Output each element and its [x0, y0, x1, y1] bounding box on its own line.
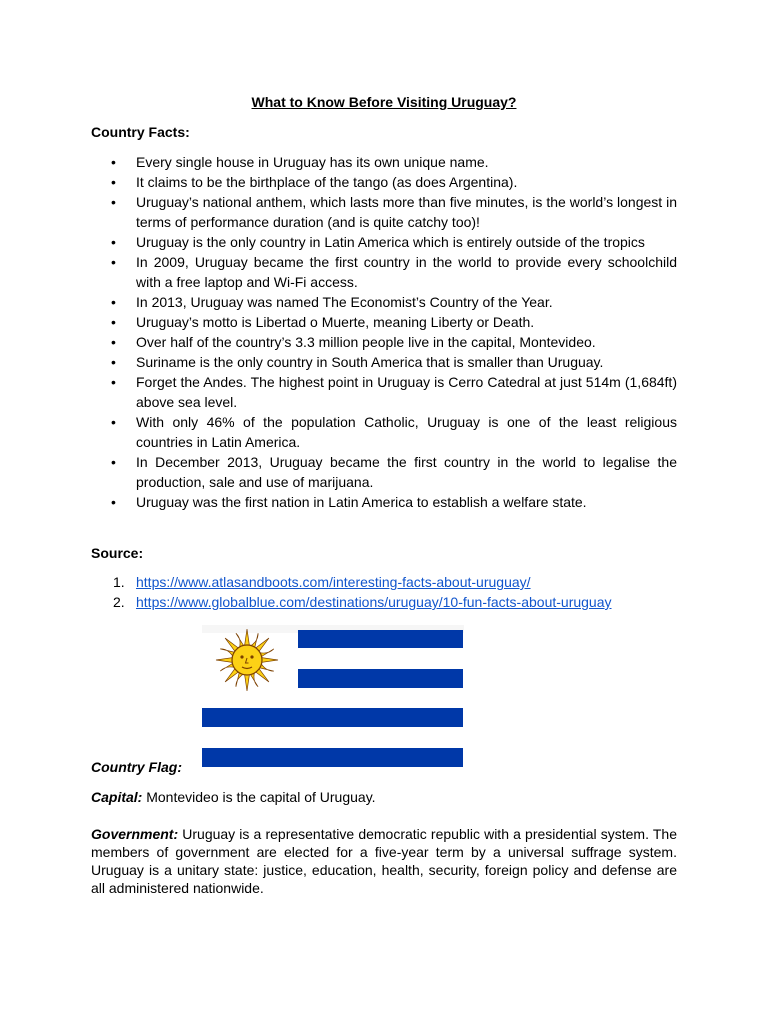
- country-flag-label: Country Flag:: [91, 759, 182, 775]
- source-link-atlasandboots[interactable]: https://www.atlasandboots.com/interesting-facts-about-uruguay/: [136, 574, 531, 590]
- capital-paragraph: [91, 788, 677, 806]
- source-heading: Source:: [91, 545, 144, 561]
- list-item: • In 2009, Uruguay became the first country in the world to provide every schoolchild with a free laptop and Wi-Fi access.: [91, 252, 677, 292]
- document-title: What to Know Before Visiting Uruguay?: [251, 94, 517, 110]
- government-label: Government:: [91, 826, 179, 842]
- sun-of-may-icon: [216, 629, 278, 691]
- list-item: • Suriname is the only country in South America that is smaller than Uruguay.: [91, 352, 677, 372]
- source-number: 1.: [113, 574, 125, 590]
- list-item: • In December 2013, Uruguay became the first country in the world to legalise the production, sale and use of marijuana.: [91, 452, 677, 492]
- government-text: Uruguay is a representative democratic republic with a presidential system. The members of government are elected for a five-year term by a universal suffrage system. Uruguay is a unitary state: justice, education, health, security, foreign policy and defense are all administered nationwide.: [91, 826, 677, 896]
- list-item: • Every single house in Uruguay has its own unique name.: [91, 152, 677, 172]
- source-item: [91, 592, 691, 612]
- source-number: 2.: [113, 594, 125, 610]
- list-item: • Over half of the country’s 3.3 million people live in the capital, Montevideo.: [91, 332, 677, 352]
- country-facts-heading: Country Facts:: [91, 124, 190, 140]
- source-list: [91, 572, 691, 612]
- list-item: • Forget the Andes. The highest point in Uruguay is Cerro Catedral at just 514m (1,684ft) above sea level.: [91, 372, 677, 412]
- flag-stripe: [202, 748, 463, 767]
- source-item: [91, 572, 691, 592]
- list-item: • It claims to be the birthplace of the tango (as does Argentina).: [91, 172, 677, 192]
- facts-list: [91, 152, 677, 512]
- flag-stripe: [202, 708, 463, 727]
- source-link-globalblue[interactable]: https://www.globalblue.com/destinations/uruguay/10-fun-facts-about-uruguay: [136, 594, 612, 610]
- flag-stripe: [298, 630, 463, 648]
- capital-label: Capital:: [91, 789, 143, 805]
- uruguay-flag-image: [197, 622, 464, 772]
- list-item: • Uruguay is the only country in Latin America which is entirely outside of the tropics: [91, 232, 677, 252]
- government-paragraph: [91, 825, 677, 897]
- list-item: • With only 46% of the population Catholic, Uruguay is one of the least religious countries in Latin America.: [91, 412, 677, 452]
- list-item: • Uruguay’s national anthem, which lasts more than five minutes, is the world’s longest in terms of performance duration (and is quite catchy too)!: [91, 192, 677, 232]
- capital-text: Montevideo is the capital of Uruguay.: [142, 789, 376, 805]
- list-item: • Uruguay’s motto is Libertad o Muerte, meaning Liberty or Death.: [91, 312, 677, 332]
- flag-stripe: [298, 669, 463, 688]
- list-item: • In 2013, Uruguay was named The Economist’s Country of the Year.: [91, 292, 677, 312]
- list-item: • Uruguay was the first nation in Latin America to establish a welfare state.: [91, 492, 677, 512]
